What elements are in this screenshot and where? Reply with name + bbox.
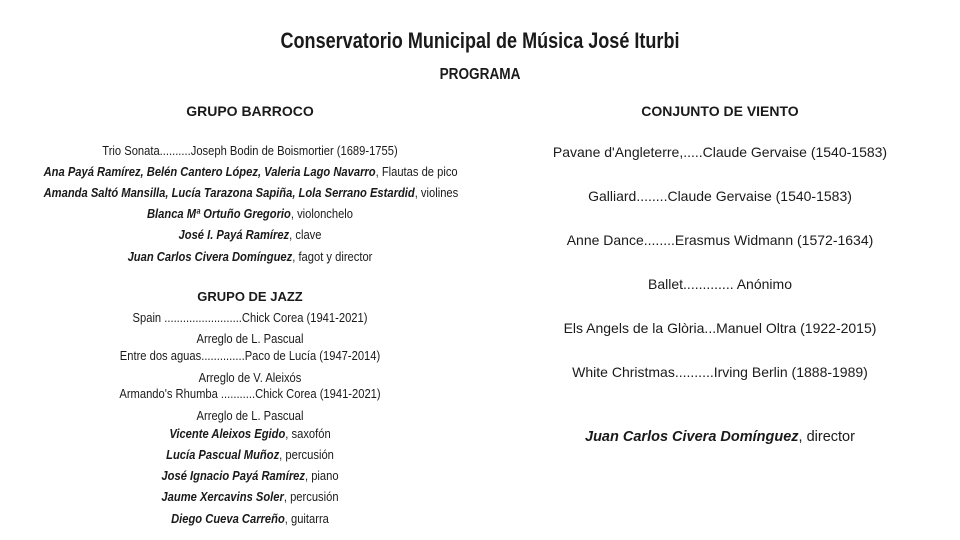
performer-role: , guitarra <box>284 511 329 526</box>
performer-role: , percusión <box>279 447 334 462</box>
jazz-line: Entre dos aguas..............Paco de Lucía (1947-2014) <box>119 348 381 363</box>
viento-work: Pavane d'Angleterre,.....Claude Gervaise (1540-1583) <box>552 144 888 160</box>
performer-names: Juan Carlos Civera Domínguez <box>127 249 293 264</box>
barroco-work: Trio Sonata..........Joseph Bodin de Boismortier (1689-1755) <box>102 143 398 158</box>
right-column <box>485 0 955 540</box>
performer-role: , clave <box>289 227 322 242</box>
viento-heading: CONJUNTO DE VIENTO <box>641 103 799 119</box>
performer-role: , saxofón <box>285 426 331 441</box>
barroco-performer <box>44 164 457 180</box>
viento-work: Anne Dance........Erasmus Widmann (1572-1634) <box>566 232 874 248</box>
performer-names: Amanda Saltó Mansilla, Lucía Tarazona Sapiña, Lola Serrano Estardid <box>43 185 415 200</box>
performer-role: , fagot y director <box>292 249 373 264</box>
barroco-performer <box>44 227 457 243</box>
viento-work: Ballet............. Anónimo <box>648 276 792 292</box>
page-title: Conservatorio Municipal de Música José Iturbi <box>280 28 680 53</box>
viento-work: Els Angels de la Glòria...Manuel Oltra (1922-2015) <box>563 320 877 336</box>
barroco-performer <box>44 206 457 222</box>
performer-names: Diego Cueva Carreño <box>171 511 285 526</box>
viento-director <box>485 428 955 446</box>
performer-role: , piano <box>304 468 339 483</box>
jazz-line: Arreglo de L. Pascual <box>196 408 304 423</box>
barroco-performer <box>44 249 457 265</box>
performer-names: Vicente Aleixos Egido <box>169 426 286 441</box>
performer-names: José I. Payá Ramírez <box>178 227 290 242</box>
performer-names: Jaume Xercavins Soler <box>161 489 284 504</box>
jazz-performer <box>44 426 457 442</box>
performer-role: , Flautas de pico <box>375 164 458 179</box>
barroco-heading: GRUPO BARROCO <box>186 103 314 119</box>
jazz-line: Arreglo de V. Aleixós <box>198 370 302 385</box>
jazz-line: Spain .........................Chick Corea (1941-2021) <box>132 310 368 325</box>
performer-names: Lucía Pascual Muñoz <box>166 447 280 462</box>
jazz-heading: GRUPO DE JAZZ <box>197 289 303 304</box>
jazz-line: Arreglo de L. Pascual <box>196 331 304 346</box>
director-role: , director <box>798 429 855 445</box>
left-column <box>10 0 490 540</box>
program-subtitle: PROGRAMA <box>439 66 521 83</box>
performer-names: Ana Payá Ramírez, Belén Cantero López, Valeria Lago Navarro <box>43 164 376 179</box>
viento-work: Galliard........Claude Gervaise (1540-1583) <box>588 188 852 204</box>
performer-names: Blanca Mª Ortuño Gregorio <box>146 206 291 221</box>
performer-role: , violonchelo <box>290 206 354 221</box>
jazz-performer <box>44 489 457 505</box>
viento-work: White Christmas..........Irving Berlin (1888-1989) <box>572 364 868 380</box>
performer-names: José Ignacio Payá Ramírez <box>161 468 305 483</box>
director-name: Juan Carlos Civera Domínguez <box>585 429 799 445</box>
performer-role: , percusión <box>283 489 339 504</box>
jazz-performer <box>44 511 457 527</box>
jazz-line: Armando's Rhumba ...........Chick Corea (1941-2021) <box>119 386 381 401</box>
jazz-performer <box>44 447 457 463</box>
jazz-performer <box>44 468 457 484</box>
performer-role: , violines <box>414 185 459 200</box>
barroco-performer <box>44 185 457 201</box>
